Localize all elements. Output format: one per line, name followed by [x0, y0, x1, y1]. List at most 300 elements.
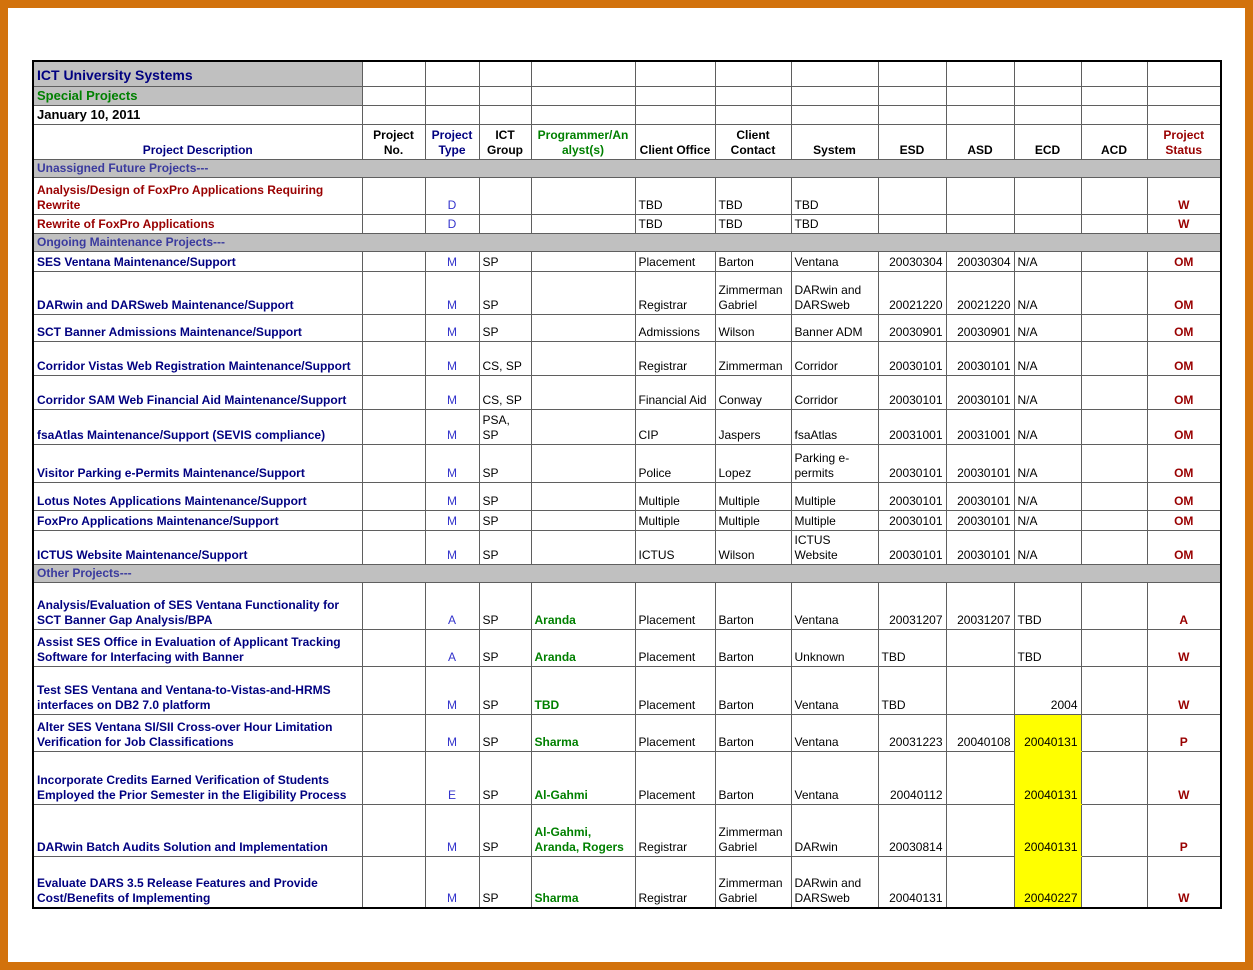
cell-programmer-analyst: Aranda — [531, 583, 635, 630]
cell-client-office: ICTUS — [635, 531, 715, 565]
cell-project-type: M — [425, 857, 479, 908]
cell-project-status: OM — [1147, 315, 1221, 342]
cell-asd: 20030901 — [946, 315, 1014, 342]
cell-client-office: Registrar — [635, 805, 715, 857]
cell-acd — [1081, 857, 1147, 908]
cell-ict-group: SP — [479, 715, 531, 752]
cell-client-contact: Barton — [715, 752, 791, 805]
cell-esd: 20030101 — [878, 445, 946, 483]
cell-project-no — [362, 445, 425, 483]
cell-acd — [1081, 583, 1147, 630]
cell-asd — [946, 805, 1014, 857]
cell-asd: 20040108 — [946, 715, 1014, 752]
cell-asd — [946, 667, 1014, 715]
cell-ecd: 20040131 — [1014, 715, 1081, 752]
cell-acd — [1081, 410, 1147, 445]
cell-client-office: Placement — [635, 252, 715, 272]
empty-cell — [878, 61, 946, 86]
cell-project-status: OM — [1147, 252, 1221, 272]
project-row — [33, 511, 1221, 531]
cell-system: Multiple — [791, 511, 878, 531]
empty-cell — [425, 105, 479, 124]
cell-client-office: Placement — [635, 583, 715, 630]
cell-client-contact: Zimmerman Gabriel — [715, 272, 791, 315]
header-project-description: Project Description — [33, 125, 362, 160]
empty-cell — [479, 61, 531, 86]
cell-esd: 20030901 — [878, 315, 946, 342]
cell-acd — [1081, 805, 1147, 857]
cell-asd: 20030101 — [946, 511, 1014, 531]
cell-client-contact: Jaspers — [715, 410, 791, 445]
cell-ict-group: SP — [479, 857, 531, 908]
cell-client-contact: Barton — [715, 252, 791, 272]
cell-project-description: DARwin and DARSweb Maintenance/Support — [33, 272, 362, 315]
cell-client-office: Registrar — [635, 272, 715, 315]
cell-system: Corridor — [791, 376, 878, 410]
cell-system: DARwin and DARSweb — [791, 272, 878, 315]
project-row — [33, 252, 1221, 272]
empty-cell — [946, 86, 1014, 105]
empty-cell — [1081, 61, 1147, 86]
cell-project-no — [362, 315, 425, 342]
workbook-subtitle: Special Projects — [33, 86, 362, 105]
cell-system: DARwin — [791, 805, 878, 857]
empty-cell — [362, 86, 425, 105]
cell-acd — [1081, 531, 1147, 565]
cell-esd: 20040112 — [878, 752, 946, 805]
project-row — [33, 667, 1221, 715]
project-row — [33, 315, 1221, 342]
project-row — [33, 752, 1221, 805]
cell-project-no — [362, 715, 425, 752]
cell-client-contact: Zimmerman Gabriel — [715, 805, 791, 857]
header-asd: ASD — [946, 125, 1014, 160]
cell-esd: 20031207 — [878, 583, 946, 630]
cell-project-status: W — [1147, 630, 1221, 667]
cell-project-type: M — [425, 805, 479, 857]
cell-acd — [1081, 715, 1147, 752]
empty-cell — [1014, 105, 1081, 124]
cell-project-type: M — [425, 531, 479, 565]
cell-esd: 20030101 — [878, 531, 946, 565]
header-project-status: Project Status — [1147, 125, 1221, 160]
cell-system: TBD — [791, 215, 878, 234]
cell-asd: 20030101 — [946, 483, 1014, 511]
cell-ecd: N/A — [1014, 252, 1081, 272]
cell-project-description: Analysis/Evaluation of SES Ventana Functionality for SCT Banner Gap Analysis/BPA — [33, 583, 362, 630]
cell-ict-group: CS, SP — [479, 342, 531, 376]
cell-project-type: M — [425, 252, 479, 272]
empty-cell — [1014, 61, 1081, 86]
empty-cell — [878, 86, 946, 105]
cell-client-contact: Barton — [715, 583, 791, 630]
cell-system: DARwin and DARSweb — [791, 857, 878, 908]
empty-cell — [715, 61, 791, 86]
cell-project-no — [362, 630, 425, 667]
cell-ecd: 20040131 — [1014, 752, 1081, 805]
cell-client-office: Police — [635, 445, 715, 483]
cell-client-contact: Conway — [715, 376, 791, 410]
cell-project-status: OM — [1147, 511, 1221, 531]
cell-client-office: Placement — [635, 715, 715, 752]
cell-system: Multiple — [791, 483, 878, 511]
cell-project-description: Visitor Parking e-Permits Maintenance/Support — [33, 445, 362, 483]
section-band-label: Ongoing Maintenance Projects--- — [33, 234, 1221, 252]
cell-programmer-analyst — [531, 342, 635, 376]
cell-project-status: OM — [1147, 531, 1221, 565]
cell-project-description: Incorporate Credits Earned Verification of Students Employed the Prior Semester in the Eligibility Process — [33, 752, 362, 805]
cell-ict-group: SP — [479, 252, 531, 272]
cell-system: Unknown — [791, 630, 878, 667]
cell-client-contact: Barton — [715, 667, 791, 715]
cell-ict-group: SP — [479, 315, 531, 342]
cell-project-description: DARwin Batch Audits Solution and Implementation — [33, 805, 362, 857]
empty-cell — [878, 105, 946, 124]
project-row — [33, 178, 1221, 215]
cell-system: Ventana — [791, 715, 878, 752]
empty-cell — [531, 61, 635, 86]
project-row — [33, 342, 1221, 376]
cell-asd: 20021220 — [946, 272, 1014, 315]
cell-project-description: Lotus Notes Applications Maintenance/Support — [33, 483, 362, 511]
cell-esd: 20040131 — [878, 857, 946, 908]
cell-project-description: Corridor Vistas Web Registration Maintenance/Support — [33, 342, 362, 376]
project-row — [33, 805, 1221, 857]
cell-asd — [946, 752, 1014, 805]
cell-project-type: M — [425, 410, 479, 445]
header-ict-group: ICT Group — [479, 125, 531, 160]
cell-project-status: OM — [1147, 342, 1221, 376]
spreadsheet-page — [32, 60, 1245, 909]
cell-project-description: Rewrite of FoxPro Applications — [33, 215, 362, 234]
cell-ict-group: SP — [479, 483, 531, 511]
cell-client-office: Placement — [635, 630, 715, 667]
cell-system: Ventana — [791, 583, 878, 630]
cell-project-type: A — [425, 583, 479, 630]
cell-acd — [1081, 215, 1147, 234]
section-band-row — [33, 234, 1221, 252]
empty-cell — [791, 61, 878, 86]
cell-ecd: 20040131 — [1014, 805, 1081, 857]
cell-ecd: 20040227 — [1014, 857, 1081, 908]
empty-cell — [791, 86, 878, 105]
empty-cell — [946, 61, 1014, 86]
cell-ecd: N/A — [1014, 511, 1081, 531]
empty-cell — [479, 86, 531, 105]
cell-ecd: TBD — [1014, 630, 1081, 667]
cell-project-type: A — [425, 630, 479, 667]
empty-cell — [791, 105, 878, 124]
cell-project-description: Test SES Ventana and Ventana-to-Vistas-and-HRMS interfaces on DB2 7.0 platform — [33, 667, 362, 715]
cell-esd: 20031001 — [878, 410, 946, 445]
header-client-contact: Client Contact — [715, 125, 791, 160]
cell-project-description: SCT Banner Admissions Maintenance/Support — [33, 315, 362, 342]
project-row — [33, 583, 1221, 630]
cell-ict-group — [479, 178, 531, 215]
cell-programmer-analyst — [531, 511, 635, 531]
cell-client-contact: Zimmerman — [715, 342, 791, 376]
cell-ecd — [1014, 178, 1081, 215]
cell-programmer-analyst — [531, 410, 635, 445]
cell-esd: 20030101 — [878, 376, 946, 410]
cell-client-office: CIP — [635, 410, 715, 445]
cell-esd: 20031223 — [878, 715, 946, 752]
cell-project-type: M — [425, 342, 479, 376]
cell-project-description: Evaluate DARS 3.5 Release Features and Provide Cost/Benefits of Implementing — [33, 857, 362, 908]
cell-project-no — [362, 178, 425, 215]
cell-project-no — [362, 531, 425, 565]
header-esd: ESD — [878, 125, 946, 160]
cell-project-description: Corridor SAM Web Financial Aid Maintenance/Support — [33, 376, 362, 410]
column-header-row — [33, 125, 1221, 160]
project-row — [33, 215, 1221, 234]
cell-programmer-analyst — [531, 445, 635, 483]
cell-esd — [878, 215, 946, 234]
cell-programmer-analyst: TBD — [531, 667, 635, 715]
cell-system: TBD — [791, 178, 878, 215]
section-band-label: Other Projects--- — [33, 565, 1221, 583]
header-project-no: Project No. — [362, 125, 425, 160]
cell-project-description: SES Ventana Maintenance/Support — [33, 252, 362, 272]
cell-ecd: N/A — [1014, 483, 1081, 511]
cell-acd — [1081, 272, 1147, 315]
cell-project-description: Analysis/Design of FoxPro Applications Requiring Rewrite — [33, 178, 362, 215]
cell-esd: TBD — [878, 667, 946, 715]
cell-system: Ventana — [791, 752, 878, 805]
cell-esd: 20030101 — [878, 342, 946, 376]
cell-project-type: M — [425, 272, 479, 315]
cell-acd — [1081, 630, 1147, 667]
cell-system: Ventana — [791, 252, 878, 272]
cell-project-type: M — [425, 667, 479, 715]
empty-cell — [715, 105, 791, 124]
date-row — [33, 105, 1221, 124]
cell-asd — [946, 178, 1014, 215]
cell-client-contact: Barton — [715, 630, 791, 667]
cell-project-no — [362, 483, 425, 511]
cell-programmer-analyst — [531, 178, 635, 215]
cell-system: ICTUS Website — [791, 531, 878, 565]
cell-client-contact: Multiple — [715, 483, 791, 511]
cell-project-no — [362, 342, 425, 376]
empty-cell — [425, 61, 479, 86]
title-row — [33, 61, 1221, 86]
cell-project-no — [362, 252, 425, 272]
cell-project-status: OM — [1147, 410, 1221, 445]
empty-cell — [479, 105, 531, 124]
cell-ict-group: SP — [479, 511, 531, 531]
cell-ecd: N/A — [1014, 272, 1081, 315]
cell-programmer-analyst — [531, 252, 635, 272]
cell-project-type: M — [425, 715, 479, 752]
cell-system: Ventana — [791, 667, 878, 715]
project-row — [33, 410, 1221, 445]
cell-esd: 20030814 — [878, 805, 946, 857]
project-row — [33, 857, 1221, 908]
cell-esd — [878, 178, 946, 215]
cell-project-status: OM — [1147, 483, 1221, 511]
header-client-office: Client Office — [635, 125, 715, 160]
cell-acd — [1081, 511, 1147, 531]
cell-client-contact: Zimmerman Gabriel — [715, 857, 791, 908]
cell-asd: 20031207 — [946, 583, 1014, 630]
cell-project-status: W — [1147, 752, 1221, 805]
cell-asd: 20030304 — [946, 252, 1014, 272]
cell-client-contact: Barton — [715, 715, 791, 752]
section-band-row — [33, 160, 1221, 178]
cell-project-status: P — [1147, 715, 1221, 752]
header-programmer-analyst: Programmer/Analyst(s) — [531, 125, 635, 160]
empty-cell — [635, 105, 715, 124]
cell-project-status: P — [1147, 805, 1221, 857]
cell-programmer-analyst: Sharma — [531, 715, 635, 752]
cell-esd: TBD — [878, 630, 946, 667]
cell-asd: 20030101 — [946, 531, 1014, 565]
cell-project-type: M — [425, 483, 479, 511]
cell-project-no — [362, 215, 425, 234]
cell-system: fsaAtlas — [791, 410, 878, 445]
cell-asd: 20031001 — [946, 410, 1014, 445]
cell-programmer-analyst — [531, 376, 635, 410]
empty-cell — [1081, 105, 1147, 124]
cell-system: Banner ADM — [791, 315, 878, 342]
cell-project-type: E — [425, 752, 479, 805]
empty-cell — [1014, 86, 1081, 105]
cell-client-office: Registrar — [635, 857, 715, 908]
cell-project-type: M — [425, 315, 479, 342]
cell-acd — [1081, 315, 1147, 342]
cell-client-office: Placement — [635, 667, 715, 715]
cell-programmer-analyst: Aranda — [531, 630, 635, 667]
cell-project-status: W — [1147, 215, 1221, 234]
subtitle-row — [33, 86, 1221, 105]
empty-cell — [531, 86, 635, 105]
cell-project-no — [362, 805, 425, 857]
cell-programmer-analyst: Sharma — [531, 857, 635, 908]
cell-programmer-analyst: Al-Gahmi, Aranda, Rogers — [531, 805, 635, 857]
cell-ict-group: SP — [479, 667, 531, 715]
project-row — [33, 531, 1221, 565]
cell-client-office: TBD — [635, 178, 715, 215]
cell-client-contact: TBD — [715, 178, 791, 215]
cell-ict-group: PSA, SP — [479, 410, 531, 445]
cell-ict-group: SP — [479, 445, 531, 483]
cell-ecd: N/A — [1014, 445, 1081, 483]
cell-project-description: Assist SES Office in Evaluation of Applicant Tracking Software for Interfacing with Banner — [33, 630, 362, 667]
cell-ecd: N/A — [1014, 342, 1081, 376]
header-system: System — [791, 125, 878, 160]
cell-client-office: Placement — [635, 752, 715, 805]
cell-client-contact: Wilson — [715, 531, 791, 565]
project-row — [33, 715, 1221, 752]
cell-ict-group: SP — [479, 583, 531, 630]
section-band-label: Unassigned Future Projects--- — [33, 160, 1221, 178]
cell-asd: 20030101 — [946, 445, 1014, 483]
cell-ict-group: SP — [479, 630, 531, 667]
cell-client-contact: Lopez — [715, 445, 791, 483]
cell-esd: 20030101 — [878, 483, 946, 511]
empty-cell — [531, 105, 635, 124]
header-acd: ACD — [1081, 125, 1147, 160]
cell-ict-group: SP — [479, 531, 531, 565]
cell-acd — [1081, 667, 1147, 715]
project-row — [33, 483, 1221, 511]
cell-acd — [1081, 752, 1147, 805]
cell-project-status: OM — [1147, 445, 1221, 483]
cell-project-no — [362, 376, 425, 410]
cell-client-office: TBD — [635, 215, 715, 234]
cell-project-type: M — [425, 445, 479, 483]
project-row — [33, 376, 1221, 410]
cell-programmer-analyst — [531, 315, 635, 342]
cell-project-status: W — [1147, 667, 1221, 715]
empty-cell — [362, 105, 425, 124]
cell-client-office: Admissions — [635, 315, 715, 342]
cell-project-description: Alter SES Ventana SI/SII Cross-over Hour Limitation Verification for Job Classifications — [33, 715, 362, 752]
cell-project-type: M — [425, 376, 479, 410]
cell-project-no — [362, 752, 425, 805]
cell-asd: 20030101 — [946, 376, 1014, 410]
report-date: January 10, 2011 — [33, 105, 362, 124]
cell-ict-group: SP — [479, 805, 531, 857]
cell-ict-group: SP — [479, 752, 531, 805]
cell-client-office: Multiple — [635, 483, 715, 511]
cell-ecd: N/A — [1014, 410, 1081, 445]
cell-asd — [946, 215, 1014, 234]
cell-ict-group — [479, 215, 531, 234]
cell-project-status: W — [1147, 857, 1221, 908]
header-ecd: ECD — [1014, 125, 1081, 160]
cell-system: Parking e-permits — [791, 445, 878, 483]
cell-project-description: FoxPro Applications Maintenance/Support — [33, 511, 362, 531]
workbook-title: ICT University Systems — [33, 61, 362, 86]
project-row — [33, 630, 1221, 667]
cell-ecd — [1014, 215, 1081, 234]
cell-client-contact: Multiple — [715, 511, 791, 531]
cell-project-type: M — [425, 511, 479, 531]
cell-asd: 20030101 — [946, 342, 1014, 376]
cell-asd — [946, 857, 1014, 908]
cell-project-status: OM — [1147, 376, 1221, 410]
empty-cell — [715, 86, 791, 105]
cell-client-contact: TBD — [715, 215, 791, 234]
cell-programmer-analyst — [531, 215, 635, 234]
cell-asd — [946, 630, 1014, 667]
empty-cell — [1147, 61, 1221, 86]
empty-cell — [635, 61, 715, 86]
cell-project-no — [362, 857, 425, 908]
cell-project-no — [362, 667, 425, 715]
empty-cell — [946, 105, 1014, 124]
cell-programmer-analyst — [531, 483, 635, 511]
empty-cell — [635, 86, 715, 105]
cell-project-no — [362, 583, 425, 630]
header-project-type: Project Type — [425, 125, 479, 160]
cell-project-no — [362, 272, 425, 315]
cell-project-type: D — [425, 178, 479, 215]
cell-esd: 20030101 — [878, 511, 946, 531]
cell-esd: 20021220 — [878, 272, 946, 315]
cell-acd — [1081, 445, 1147, 483]
cell-client-contact: Wilson — [715, 315, 791, 342]
section-band-row — [33, 565, 1221, 583]
special-projects-table — [32, 60, 1222, 909]
cell-programmer-analyst — [531, 272, 635, 315]
cell-acd — [1081, 483, 1147, 511]
cell-acd — [1081, 342, 1147, 376]
cell-ecd: TBD — [1014, 583, 1081, 630]
cell-ecd: N/A — [1014, 315, 1081, 342]
